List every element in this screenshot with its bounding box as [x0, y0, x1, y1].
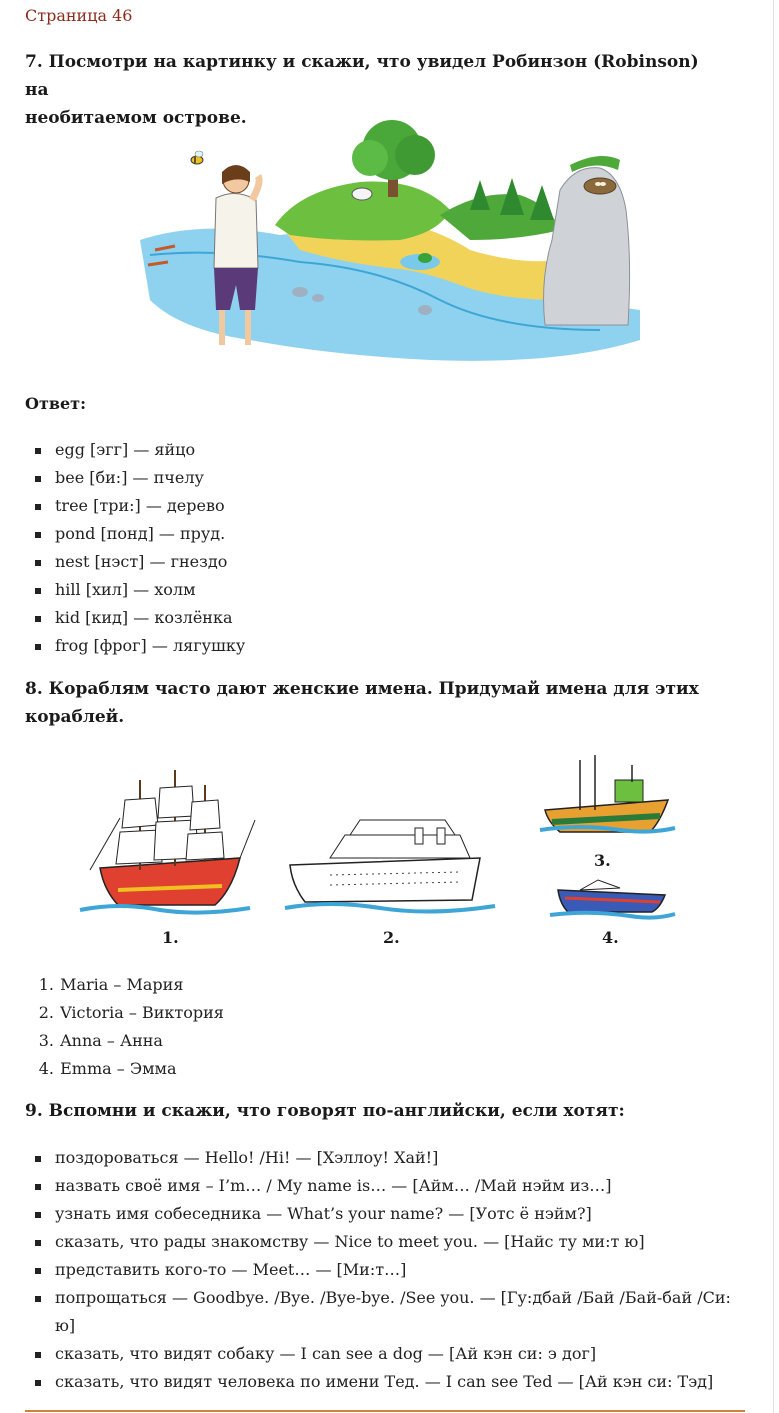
- task8-heading-line2: кораблей.: [25, 707, 125, 727]
- stone: [312, 294, 324, 302]
- task8-answers-list: [20, 971, 224, 1083]
- list-item: представить кого-то — Meet… — [Ми:т…]: [32, 1256, 745, 1284]
- list-item: hill [хил] — холм: [32, 576, 245, 604]
- frog: [418, 253, 432, 263]
- bee: [191, 156, 203, 164]
- stone: [418, 305, 432, 315]
- list-item: bee [би:] — пчелу: [32, 464, 245, 492]
- ship-label-1: 1.: [162, 928, 179, 947]
- kid-goat: [352, 188, 372, 200]
- page-title: Страница 46: [25, 6, 133, 25]
- robinson-arm: [252, 176, 259, 200]
- list-item: kid [кид] — козлёнка: [32, 604, 245, 632]
- motor-boat: [550, 880, 675, 918]
- list-item: 2. Victoria – Виктория: [38, 1003, 224, 1022]
- ship-label-3: 3.: [594, 851, 611, 870]
- list-item: попрощаться — Goodbye. /Bye. /Bye-bye. /See you. — [Гу:дбай /Бай /Бай-бай /Си: ю]: [32, 1284, 745, 1340]
- ship-label-2: 2.: [383, 928, 400, 947]
- tree-crown-left: [352, 140, 388, 176]
- egg-2: [600, 182, 606, 186]
- task7-vocab-list: [32, 436, 245, 660]
- rock: [544, 168, 630, 325]
- ships-illustration: [0, 740, 779, 930]
- list-item: 1. Maria – Мария: [38, 975, 184, 994]
- list-item: сказать, что рады знакомству — Nice to meet you. — [Найс ту ми:т ю]: [32, 1228, 745, 1256]
- list-item: nest [нэст] — гнездо: [32, 548, 245, 576]
- task7-heading-line2: необитаемом острове.: [25, 108, 247, 128]
- task9-heading: 9. Вспомни и скажи, что говорят по-английски, если хотят:: [25, 1101, 625, 1121]
- list-item: узнать имя собеседника — What’s your name? — [Уотс ё нэйм?]: [32, 1200, 745, 1228]
- nest: [584, 178, 616, 194]
- robinson-shirt: [214, 193, 258, 268]
- ship-label-4: 4.: [602, 928, 619, 947]
- list-item: сказать, что видят человека по имени Тед. — I can see Ted — [Ай кэн си: Тэд]: [32, 1368, 745, 1396]
- tree-crown-right: [395, 135, 435, 175]
- list-item: 4. Emma – Эмма: [38, 1059, 177, 1078]
- answer-label: Ответ:: [25, 394, 86, 413]
- sailing-ship: [80, 770, 255, 913]
- list-item: поздороваться — Hello! /Hi! — [Хэллоу! Хай!]: [32, 1144, 745, 1172]
- robinson-island-illustration: [0, 0, 779, 380]
- task8-heading: [25, 675, 725, 731]
- list-item: egg [эгг] — яйцо: [32, 436, 245, 464]
- task7-heading-line1: 7. Посмотри на картинку и скажи, что увидел Робинзон (Robinson) на: [25, 52, 699, 100]
- list-item: tree [три:] — дерево: [32, 492, 245, 520]
- stone: [292, 287, 308, 297]
- list-item: frog [фрог] — лягушку: [32, 632, 245, 660]
- fishing-boat: [540, 755, 675, 832]
- task9-phrases-list: [32, 1144, 745, 1396]
- list-item: 3. Anna – Анна: [38, 1031, 163, 1050]
- list-item: сказать, что видят собаку — I can see a dog — [Ай кэн си: э дог]: [32, 1340, 745, 1368]
- list-item: pond [понд] — пруд.: [32, 520, 245, 548]
- list-item: назвать своё имя – I’m… / My name is… — [Айм… /Май нэйм из…]: [32, 1172, 745, 1200]
- task8-heading-line1: 8. Кораблям часто дают женские имена. Придумай имена для этих: [25, 679, 699, 699]
- cruise-ship: [285, 820, 495, 912]
- bottom-divider: [25, 1410, 745, 1412]
